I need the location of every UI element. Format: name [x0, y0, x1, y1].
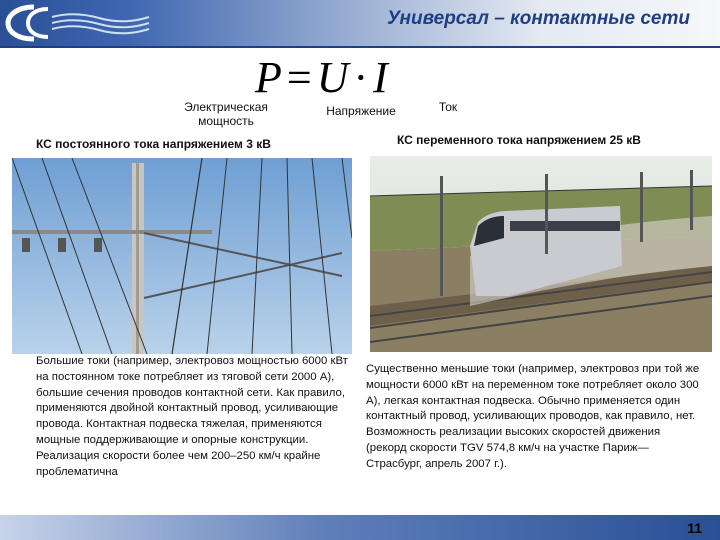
tgv-train-photo-icon	[370, 156, 712, 352]
formula-dot: ·	[353, 53, 370, 102]
company-logo-icon	[4, 3, 154, 43]
left-description: Большие токи (например, электровоз мощностью 6000 кВт на постоянном токе потребляет из тяговой сети 2000 А), большие сечения проводов контактной сети. Как правило, применяются двойной контактный провод, усиливающие провода. Контактная подвеска тяжелая, применяются мощные поддерживающие и опорные конструкции. Реализация скорости более чем 200–250 км/ч крайне проблематична	[36, 355, 348, 478]
formula-i: I	[373, 53, 389, 102]
right-photo	[370, 156, 712, 352]
label-current: Ток	[438, 100, 458, 114]
left-photo	[12, 158, 352, 354]
formula-u: U	[316, 53, 350, 102]
formula-p: P	[255, 53, 283, 102]
formula-equals: =	[286, 53, 313, 102]
catenary-photo-icon	[12, 158, 352, 354]
page-number: 11	[687, 520, 702, 536]
power-formula	[255, 52, 389, 103]
footer-bar	[0, 515, 720, 540]
right-description: Существенно меньшие токи (например, электровоз при той же мощности 6000 кВт на переменном токе потребляет около 300 А), легкая контактная подвеска. Обычно применяется один контактный провод, усиливающих проводов, как правило, нет. Возможность реализации высоких скоростей движения (рекорд скорости TGV 574,8 км/ч на участке Париж—Страсбург, апрель 2007 г.).	[366, 363, 700, 470]
header-divider	[0, 46, 720, 48]
label-voltage: Напряжение	[326, 104, 396, 118]
label-power: Электрическая мощность	[184, 100, 268, 128]
slide-title: Универсал – контактные сети	[387, 8, 690, 29]
left-subtitle: КС постоянного тока напряжением 3 кВ	[36, 137, 271, 151]
right-subtitle: КС переменного тока напряжением 25 кВ	[397, 133, 641, 147]
